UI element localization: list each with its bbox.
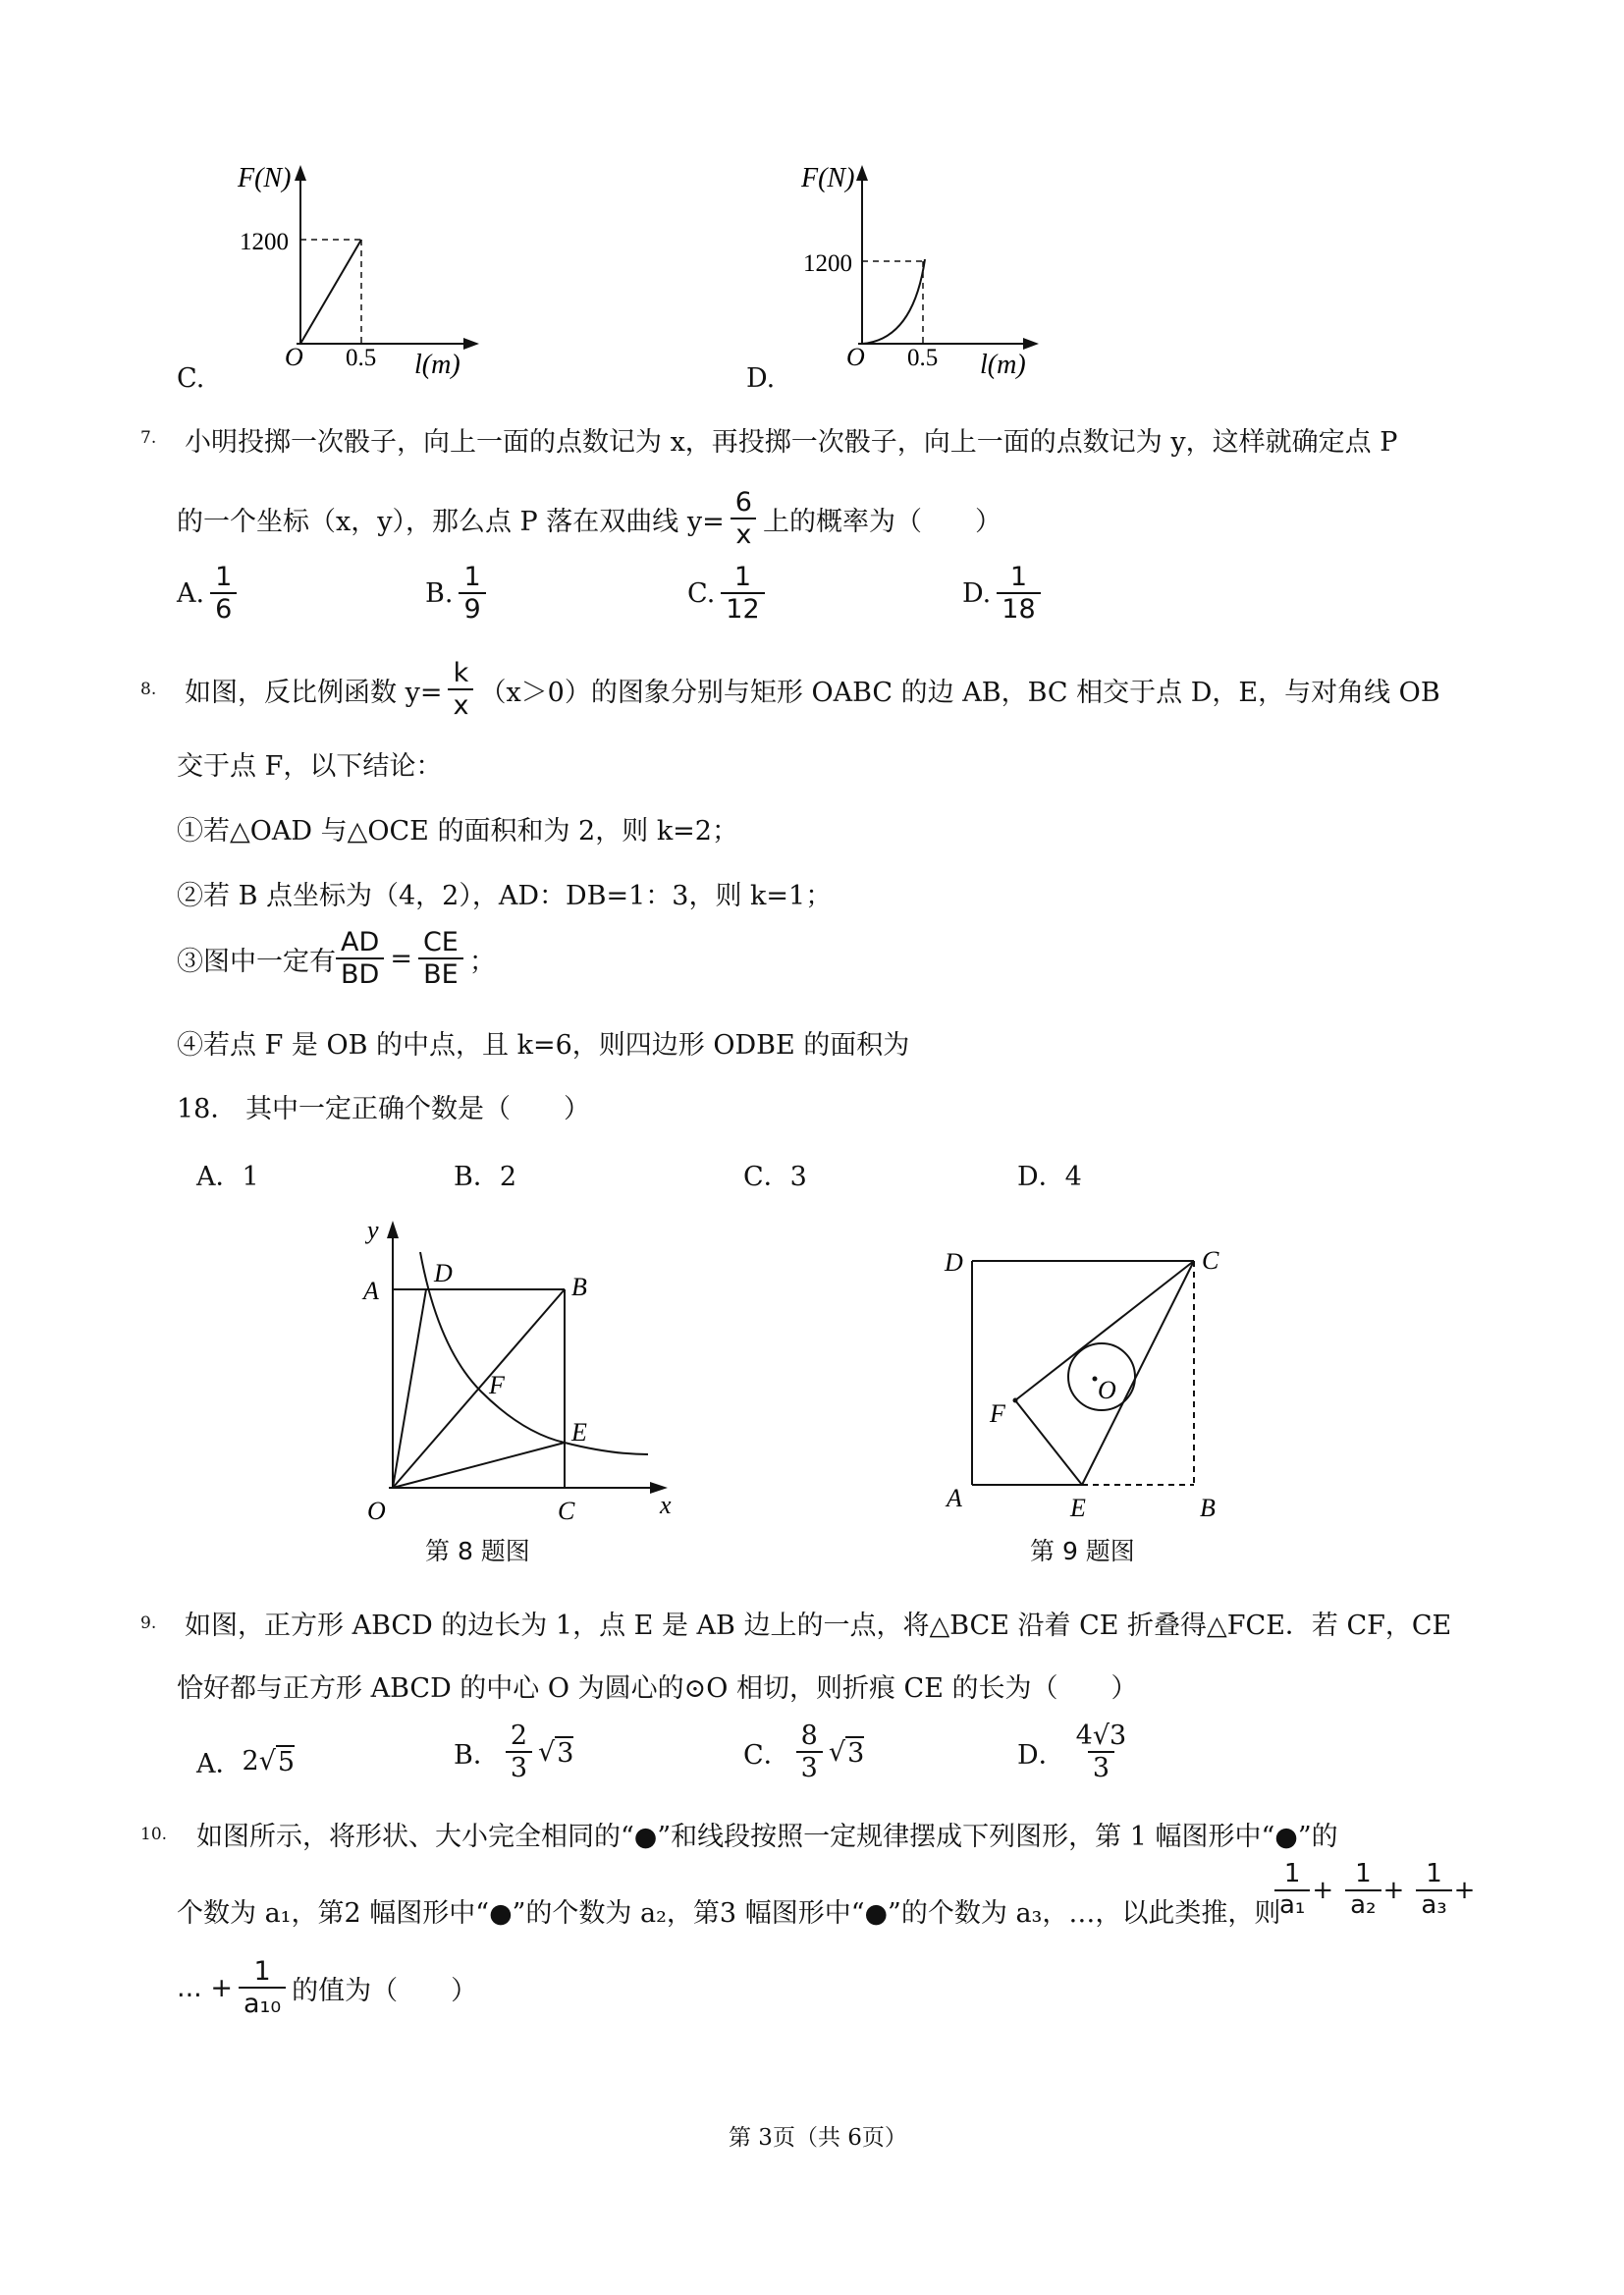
q8-option-d-label: D． (1017, 1162, 1065, 1192)
q8-line1 (185, 658, 1440, 721)
q7-frac-num: 6 (734, 487, 752, 518)
q7-option-d[interactable] (962, 562, 1047, 625)
q9-option-a-coef: 2 (242, 1746, 259, 1776)
q8-number: 8. (140, 680, 157, 699)
q8-c3-frac2 (418, 927, 463, 990)
q8-fig-y: y (367, 1216, 379, 1244)
q8-conclusion-1: ①若△OAD 与△OCE 的面积和为 2，则 k=2； (177, 816, 738, 847)
q9-option-c[interactable] (743, 1721, 864, 1783)
q7-option-a-frac (210, 562, 237, 625)
q9-option-d-frac (1071, 1721, 1132, 1783)
graph-d-x-label: l(m) (980, 350, 1026, 380)
q8-conclusion-2: ②若 B 点坐标为（4，2），AD：DB=1：3，则 k=1； (177, 881, 833, 911)
graph-c-x-label: l(m) (414, 350, 460, 380)
q7-frac-den: x (731, 518, 756, 550)
q8-option-c-label: C． (743, 1162, 790, 1192)
q8-option-c[interactable] (743, 1155, 807, 1193)
graph-c-y-value: 1200 (240, 229, 289, 255)
frac-den: 9 (459, 592, 485, 625)
frac-num: 4√3 (1075, 1721, 1127, 1751)
q7-line2-pre: 的一个坐标（x，y），那么点 P 落在双曲线 y= (177, 506, 725, 537)
q7-option-c-label: C. (687, 577, 716, 609)
q7-option-b-label: B. (425, 577, 454, 609)
q9-option-c-frac (796, 1721, 823, 1783)
q10-plus-3: + (1453, 1875, 1476, 1905)
frac-num: 1 (463, 562, 481, 592)
frac-num: 8 (800, 1721, 818, 1751)
q7-line2-post: 上的概率为（ ） (762, 506, 1001, 537)
q8-fig-F: F (489, 1371, 505, 1399)
graph-c-x-value: 0.5 (346, 345, 377, 371)
frac-den: a₂ (1345, 1889, 1380, 1921)
q9-option-b-frac (506, 1721, 532, 1783)
frac-den: 3 (506, 1751, 532, 1783)
q10-frac-3 (1416, 1860, 1451, 1921)
frac-num: 1 (215, 562, 233, 592)
graph-d-y-value: 1200 (803, 250, 852, 277)
q8-option-a-value: 1 (242, 1162, 259, 1192)
q8-option-d-value: 4 (1064, 1162, 1082, 1192)
q8-conclusion-4-cont: 18． 其中一定正确个数是（ ） (177, 1094, 590, 1124)
q9-option-a-label: A． (196, 1749, 243, 1779)
q10-line1: 如图所示，将形状、大小完全相同的“●”和线段按照一定规律摆成下列图形，第 1 幅图形中“●”的 (196, 1822, 1338, 1852)
q8-fig-D: D (434, 1259, 453, 1287)
q8-fig-E: E (571, 1418, 587, 1447)
frac-num: AD (341, 927, 380, 957)
graph-d-y-label: F(N) (801, 163, 855, 193)
radical-sign: √ (258, 1746, 276, 1776)
q10-sum-fracs (1272, 1860, 1475, 1921)
q8-option-b-value: 2 (499, 1162, 517, 1192)
q10-line3 (177, 1956, 477, 2019)
q7-option-a-label: A. (177, 577, 205, 609)
graph-c-origin: O (285, 343, 303, 371)
q8-c3-eq: = (390, 943, 412, 974)
q8-fig-B: B (571, 1273, 587, 1301)
frac-den: 12 (721, 592, 764, 625)
q9-option-b-label: B． (454, 1739, 500, 1771)
q10-frac-2 (1345, 1860, 1380, 1921)
q6-option-d-label: D. (746, 363, 776, 394)
q7-option-c[interactable] (687, 562, 771, 625)
q9-fig-B: B (1200, 1494, 1216, 1522)
q8-option-b-label: B． (454, 1162, 500, 1192)
q8-fig-C: C (558, 1497, 575, 1525)
q10-line3-post: 的值为（ ） (292, 1975, 478, 2006)
q7-number: 7. (140, 428, 157, 448)
q8-fig-O: O (367, 1497, 386, 1525)
q9-number: 9. (140, 1613, 157, 1633)
q9-option-d-label: D． (1017, 1739, 1065, 1771)
q6-option-c-label: C. (177, 363, 205, 394)
frac-den: 6 (210, 592, 237, 625)
q7-option-a[interactable] (177, 562, 243, 625)
frac-den: a₃ (1416, 1889, 1451, 1921)
q7-line2 (177, 487, 1001, 550)
q8-option-b[interactable] (454, 1155, 516, 1193)
q6-graph-d (795, 157, 1041, 383)
frac-num: 1 (1009, 562, 1028, 592)
q9-fig-O: O (1098, 1376, 1116, 1404)
q9-option-b[interactable] (454, 1721, 573, 1783)
q8-frac-num: k (453, 658, 469, 688)
frac-num: 1 (253, 1956, 271, 1987)
q9-fig-C: C (1202, 1246, 1219, 1275)
frac-num: 1 (733, 562, 752, 592)
q8-fraction (448, 658, 473, 721)
q8-c3-frac1 (336, 927, 384, 990)
q9-option-d[interactable] (1017, 1721, 1137, 1783)
q7-fraction (731, 487, 757, 550)
frac-den: a₁₀ (239, 1987, 286, 2019)
q9-line1: 如图，正方形 ABCD 的边长为 1，点 E 是 AB 边上的一点，将△BCE 沿着 CE 折叠得△FCE．若 CF，CE (185, 1611, 1452, 1641)
q8-figure-caption: 第 8 题图 (425, 1537, 530, 1565)
frac-num: 2 (510, 1721, 528, 1751)
q9-figure-caption: 第 9 题图 (1030, 1537, 1135, 1565)
q8-c3-post: ； (468, 946, 496, 977)
q9-fig-A: A (947, 1484, 962, 1512)
frac-num: CE (422, 927, 459, 957)
q9-option-a-radicand: 5 (277, 1747, 296, 1777)
frac-den: 18 (997, 592, 1040, 625)
q9-option-a[interactable] (196, 1742, 295, 1780)
frac-num: 1 (1426, 1859, 1442, 1888)
page-footer: 第 3页（共 6页） (729, 2125, 907, 2151)
q9-line2: 恰好都与正方形 ABCD 的中心 O 为圆心的⊙O 相切，则折痕 CE 的长为（ ） (177, 1673, 1138, 1704)
frac-den: 3 (1088, 1751, 1114, 1783)
frac-den: 3 (796, 1751, 823, 1783)
q9-fig-D: D (945, 1248, 963, 1277)
q9-option-b-radicand: 3 (557, 1737, 574, 1769)
graph-d-origin: O (846, 343, 865, 371)
q8-frac-den: x (448, 688, 473, 721)
q10-line3-pre: ... + (177, 1972, 233, 2003)
q10-frac-1 (1274, 1860, 1310, 1921)
frac-den: BE (418, 957, 463, 990)
q8-conclusion-4: ④若点 F 是 OB 的中点，且 k=6，则四边形 ODBE 的面积为 (177, 1030, 910, 1061)
q8-line2: 交于点 F，以下结论： (177, 751, 443, 782)
frac-den: a₁ (1274, 1889, 1310, 1921)
radical-sign: √ (538, 1736, 556, 1768)
q10-last-frac (239, 1956, 286, 2019)
q9-fig-F: F (990, 1399, 1005, 1428)
q8-line1-pre: 如图，反比例函数 y= (185, 677, 443, 708)
q8-figure (353, 1213, 687, 1537)
q8-fig-x: x (660, 1491, 672, 1519)
q10-number: 10. (140, 1825, 168, 1844)
q7-option-b-frac (459, 562, 485, 625)
q8-conclusion-3 (177, 927, 496, 990)
q6-graph-c (236, 157, 481, 383)
q8-line1-post: （x＞0）的图象分别与矩形 OABC 的边 AB，BC 相交于点 D，E，与对角线 OB (479, 677, 1440, 708)
q8-option-a[interactable] (196, 1155, 259, 1193)
q9-option-c-label: C． (743, 1739, 790, 1771)
q10-plus-2: + (1382, 1875, 1405, 1905)
frac-num: 1 (1355, 1859, 1372, 1888)
q8-option-c-value: 3 (789, 1162, 807, 1192)
q8-c3-pre: ③图中一定有 (177, 946, 336, 977)
q7-option-c-frac (721, 562, 764, 625)
q9-figure (933, 1239, 1247, 1534)
q9-option-c-radicand: 3 (847, 1737, 865, 1769)
q7-option-d-label: D. (962, 577, 992, 609)
q10-plus-1: + (1312, 1875, 1334, 1905)
q7-option-d-frac (997, 562, 1040, 625)
radical-sign: √ (828, 1736, 846, 1768)
q8-fig-A: A (363, 1277, 379, 1305)
q9-fig-E: E (1070, 1494, 1086, 1522)
q8-option-a-label: A． (196, 1162, 243, 1192)
graph-c-y-label: F(N) (238, 163, 292, 193)
frac-den: BD (336, 957, 384, 990)
q7-option-b[interactable] (425, 562, 492, 625)
frac-num: 1 (1283, 1859, 1301, 1888)
q7-line1: 小明投掷一次骰子，向上一面的点数记为 x，再投掷一次骰子，向上一面的点数记为 y，这样就确定点 P (185, 427, 1398, 458)
q8-option-d[interactable] (1017, 1155, 1082, 1193)
q10-line2: 个数为 a₁，第2 幅图形中“●”的个数为 a₂，第3 幅图形中“●”的个数为 a₃，…，以此类推，则 (177, 1898, 1281, 1929)
graph-d-x-value: 0.5 (907, 345, 939, 371)
